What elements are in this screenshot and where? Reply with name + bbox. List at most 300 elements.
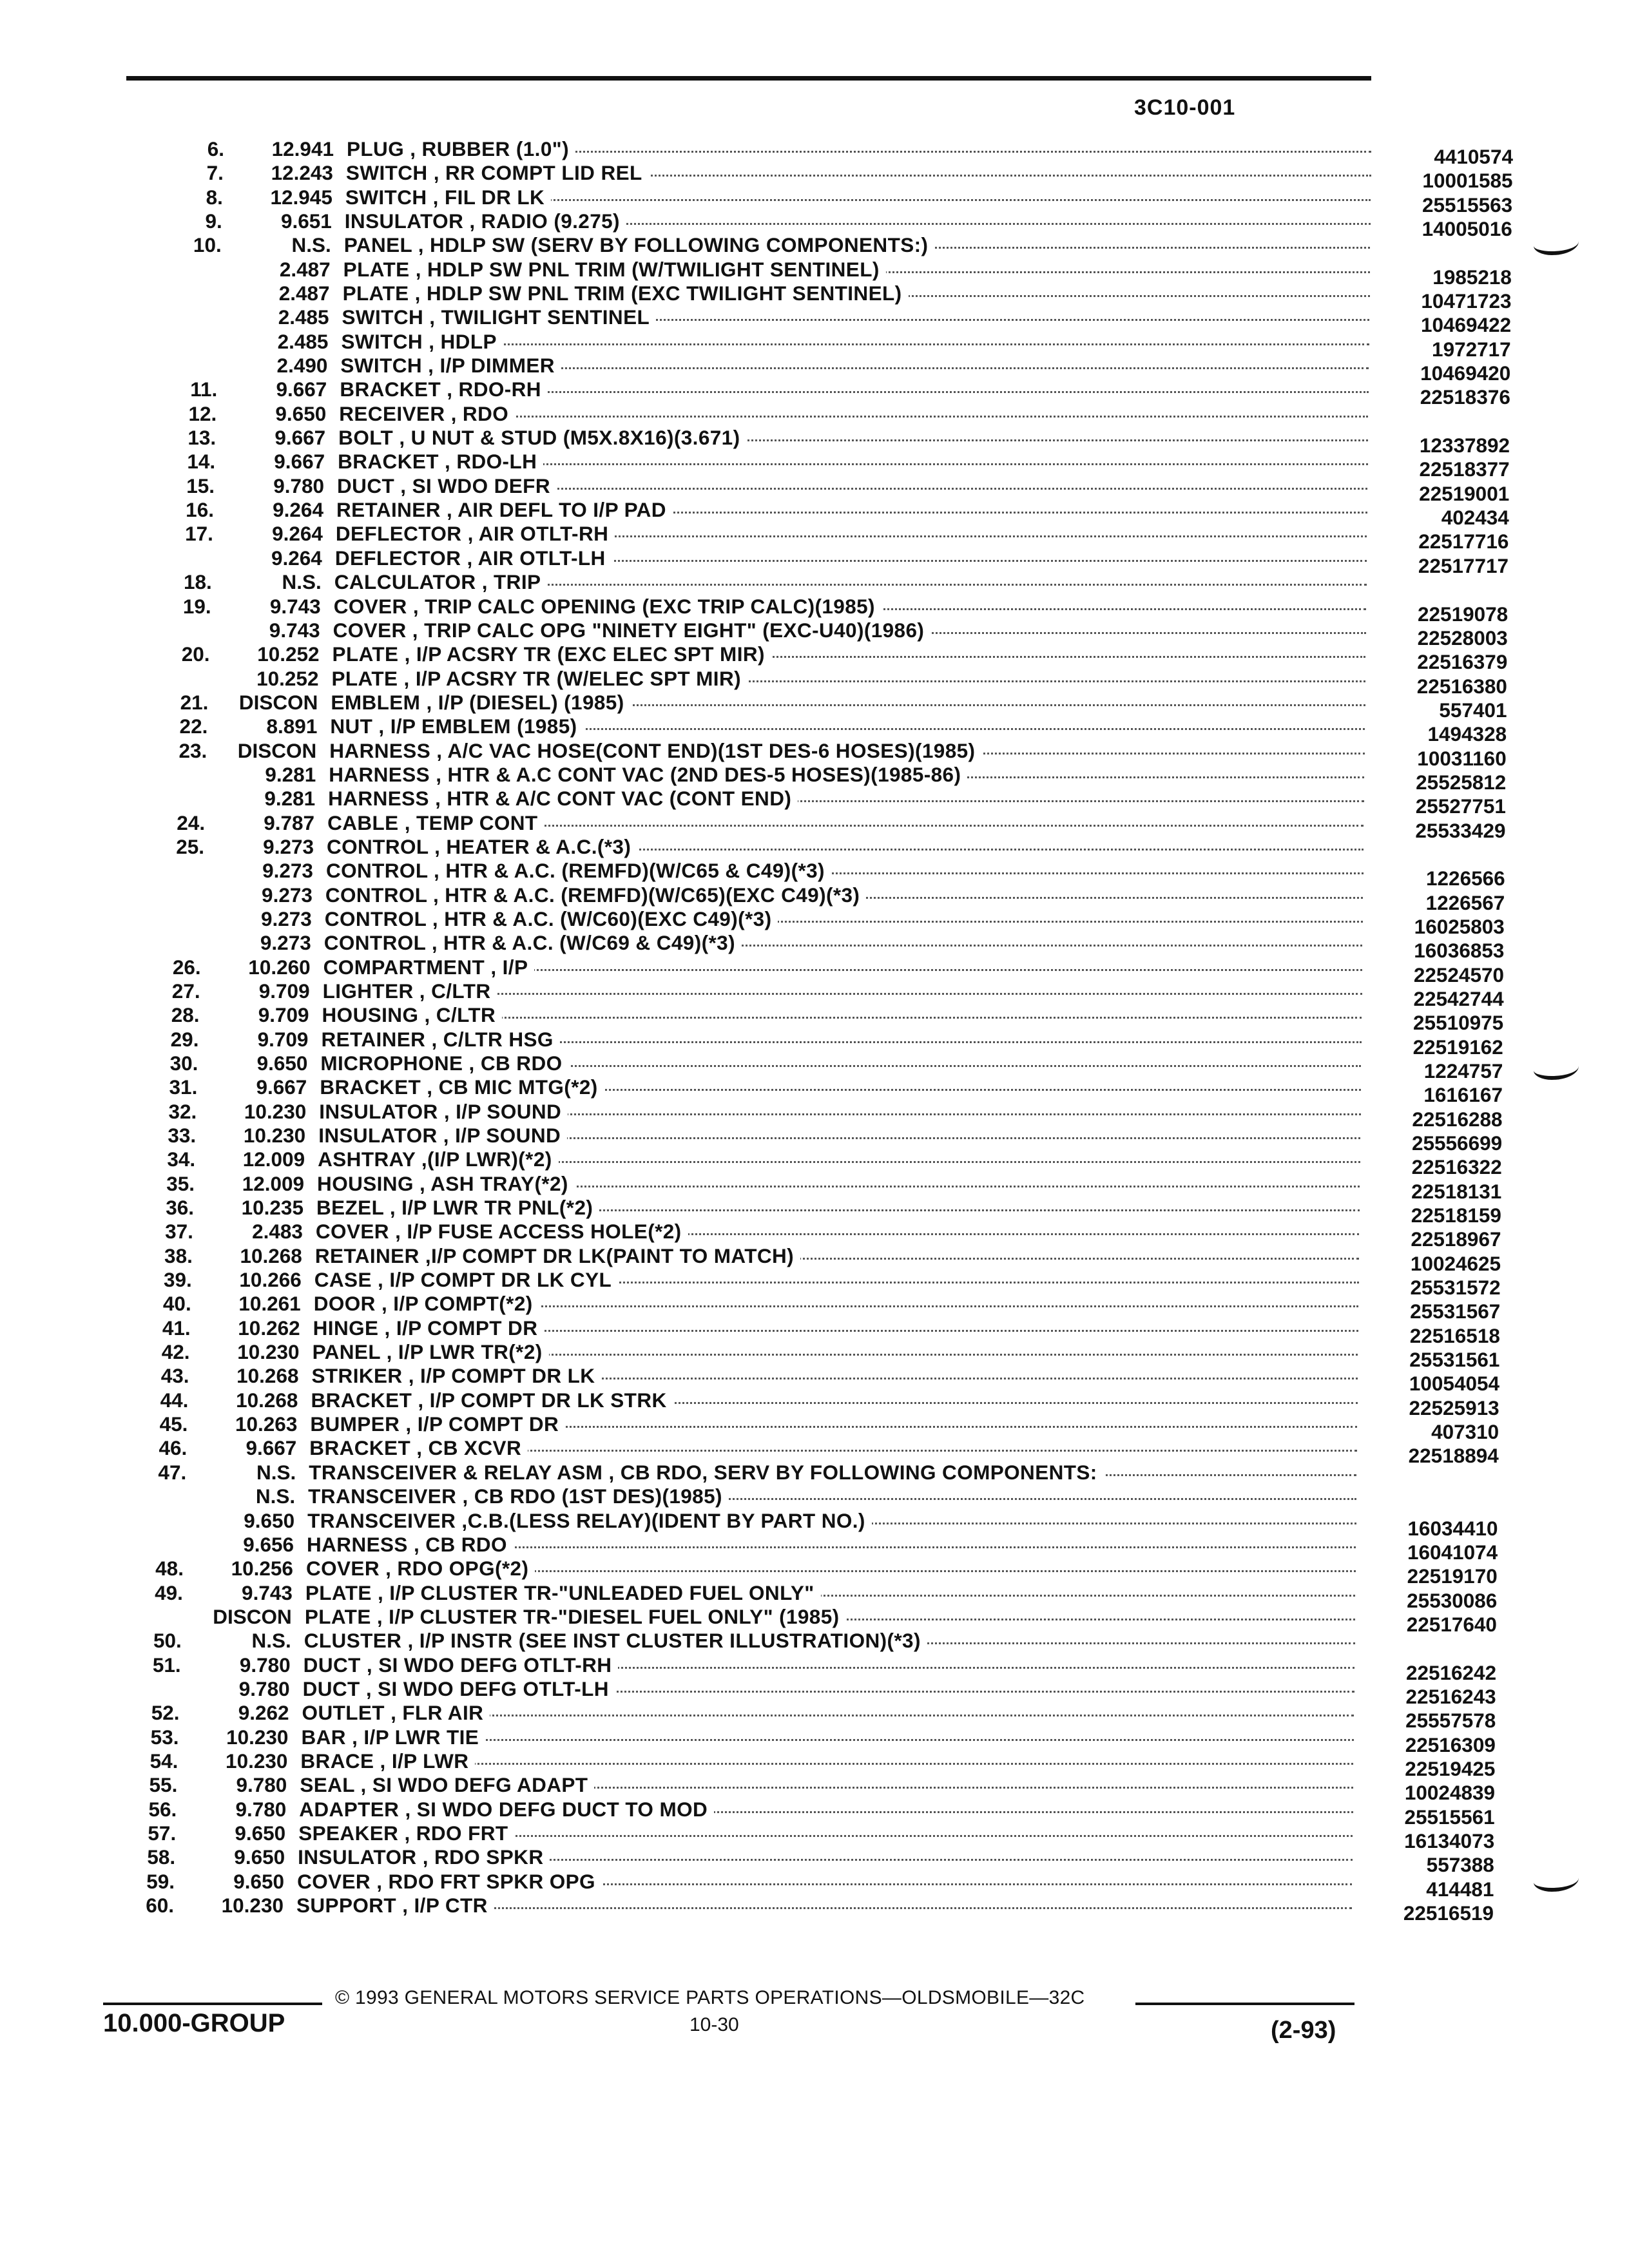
part-description xyxy=(347,137,575,161)
item-number: 38. xyxy=(164,1244,193,1267)
parts-row xyxy=(102,1700,1496,1733)
part-description xyxy=(311,1388,673,1412)
group-number: 8.891 xyxy=(266,715,318,738)
part-description-text: INSULATOR , I/P SOUND xyxy=(318,1124,567,1147)
part-description xyxy=(316,1219,688,1244)
part-description-text: SWITCH , HDLP xyxy=(341,330,503,353)
item-number: 27. xyxy=(171,979,200,1003)
part-number: 22516242 xyxy=(1361,1660,1496,1685)
parts-row xyxy=(115,1267,1501,1300)
part-number: 22518894 xyxy=(1364,1443,1499,1468)
parts-row xyxy=(128,786,1506,818)
part-description xyxy=(313,1340,549,1364)
item-number: 23. xyxy=(178,738,207,762)
parts-row xyxy=(113,1340,1500,1372)
part-description xyxy=(323,979,497,1003)
part-number: 557388 xyxy=(1359,1852,1494,1877)
item-number: 17. xyxy=(185,522,213,546)
item-number: 43. xyxy=(160,1364,189,1388)
part-number: 25510975 xyxy=(1368,1010,1503,1035)
part-description-text: DUCT , SI WDO DEFR xyxy=(337,474,557,497)
item-number: 47. xyxy=(158,1460,187,1484)
part-number: 22516518 xyxy=(1365,1323,1500,1348)
part-description-text: HARNESS , HTR & A/C CONT VAC (CONT END) xyxy=(328,787,798,810)
item-number: 15. xyxy=(186,474,215,497)
part-description-text: CONTROL , HTR & A.C. (REMFD)(W/C65)(EXC C49)(*3) xyxy=(325,883,866,907)
item-number: 51. xyxy=(152,1653,181,1677)
group-number: 9.780 xyxy=(239,1653,291,1677)
item-number: 53. xyxy=(150,1725,179,1749)
group-number: 9.650 xyxy=(234,1845,285,1869)
part-description xyxy=(327,834,637,859)
part-number: 1494328 xyxy=(1371,722,1507,746)
part-number: 22518967 xyxy=(1365,1227,1501,1251)
part-description-text: DEFLECTOR , AIR OTLT-RH xyxy=(336,522,615,545)
item-number: 11. xyxy=(190,378,218,401)
footer-rule xyxy=(1135,2003,1354,2005)
item-number: 30. xyxy=(169,1052,198,1075)
group-number: 2.485 xyxy=(277,329,329,353)
part-number: 22519078 xyxy=(1373,602,1508,626)
part-description xyxy=(300,1749,475,1773)
group-number: 9.667 xyxy=(274,450,325,474)
part-description xyxy=(325,883,866,907)
item-number: 31. xyxy=(169,1075,198,1099)
item-number: 36. xyxy=(166,1196,194,1220)
parts-row xyxy=(116,1219,1501,1251)
item-number: 41. xyxy=(162,1316,191,1340)
part-description xyxy=(308,1484,729,1508)
item-number: 54. xyxy=(149,1749,178,1773)
group-number: 10.263 xyxy=(235,1412,298,1436)
group-number: 9.281 xyxy=(264,787,316,811)
group-number: DISCON xyxy=(237,738,317,762)
item-number: 49. xyxy=(155,1581,183,1604)
parts-row xyxy=(106,1556,1498,1588)
group-number: N.S. xyxy=(291,233,331,257)
item-number: 20. xyxy=(181,642,210,666)
part-description-text: SWITCH , I/P DIMMER xyxy=(340,354,561,377)
part-description xyxy=(309,1436,528,1460)
margin-mark xyxy=(1534,1869,1579,1892)
part-description-text: COVER , I/P FUSE ACCESS HOLE(*2) xyxy=(316,1220,688,1243)
item-number: 18. xyxy=(183,570,212,594)
group-number: 9.650 xyxy=(233,1869,285,1893)
part-description-text: STRIKER , I/P COMPT DR LK xyxy=(312,1364,602,1387)
item-number: 58. xyxy=(147,1845,176,1869)
part-description-text: BRACKET , CB MIC MTG(*2) xyxy=(320,1075,604,1099)
parts-row xyxy=(124,930,1505,963)
part-number: 10001585 xyxy=(1378,168,1513,193)
item-number: 10. xyxy=(193,233,222,257)
parts-row xyxy=(114,1291,1501,1323)
item-number: 8. xyxy=(206,185,223,209)
item-number: 33. xyxy=(168,1124,197,1148)
parts-row xyxy=(133,618,1508,649)
part-description xyxy=(343,281,909,305)
part-description xyxy=(323,955,535,979)
part-description-text: INSULATOR , RDO SPKR xyxy=(298,1845,550,1869)
group-number: 10.230 xyxy=(221,1894,284,1917)
part-number: 22518376 xyxy=(1375,385,1510,409)
parts-row xyxy=(117,1195,1501,1227)
part-description-text: HARNESS , CB RDO xyxy=(307,1533,514,1556)
part-description xyxy=(298,1821,514,1845)
parts-row xyxy=(108,1484,1356,1508)
part-description-text: ASHTRAY ,(I/P LWR)(*2) xyxy=(318,1148,559,1171)
group-number: 9.650 xyxy=(256,1052,308,1075)
part-description xyxy=(310,1412,565,1436)
group-number: 10.235 xyxy=(241,1196,304,1220)
item-number: 45. xyxy=(159,1412,188,1436)
part-description xyxy=(340,377,548,401)
item-number: 24. xyxy=(177,811,206,834)
part-description xyxy=(313,1316,545,1340)
parts-row xyxy=(140,377,1510,409)
parts-row xyxy=(115,1244,1501,1275)
part-description xyxy=(312,1363,602,1388)
group-number: 9.273 xyxy=(260,907,312,930)
part-number: 16134073 xyxy=(1359,1829,1494,1853)
part-description-text: SEAL , SI WDO DEFG ADAPT xyxy=(300,1773,594,1796)
item-number: 21. xyxy=(180,690,209,714)
part-number: 16034410 xyxy=(1363,1516,1498,1541)
group-number: 9.787 xyxy=(264,811,315,834)
part-description xyxy=(339,401,515,426)
part-number: 22518131 xyxy=(1366,1179,1501,1204)
part-number: 12337892 xyxy=(1374,433,1510,457)
group-number: 9.264 xyxy=(271,546,322,570)
parts-row xyxy=(134,594,1509,626)
item-number: 14. xyxy=(187,450,216,474)
part-description xyxy=(301,1725,485,1749)
item-number: 28. xyxy=(171,1003,200,1027)
part-description xyxy=(307,1532,514,1557)
part-number: 22542744 xyxy=(1369,986,1504,1011)
parts-row xyxy=(136,521,1509,553)
group-number: 12.945 xyxy=(270,185,333,209)
item-number: 60. xyxy=(146,1894,174,1917)
revision-date: (2-93) xyxy=(1271,2017,1336,2044)
part-description-text: PANEL , HDLP SW (SERV BY FOLLOWING COMPONENTS:) xyxy=(344,233,935,256)
part-number: 25515563 xyxy=(1377,193,1512,217)
group-number: 9.650 xyxy=(235,1821,286,1845)
parts-row xyxy=(131,690,1507,722)
item-number: 32. xyxy=(168,1099,197,1123)
item-number: 22. xyxy=(179,715,208,738)
parts-row xyxy=(130,714,1507,746)
item-number: 40. xyxy=(162,1292,191,1316)
part-number: 10469422 xyxy=(1376,312,1511,337)
part-number: 14005016 xyxy=(1377,216,1512,241)
part-description-text: RETAINER ,I/P COMPT DR LK(PAINT TO MATCH) xyxy=(315,1244,800,1267)
part-description-text: SWITCH , TWILIGHT SENTINEL xyxy=(342,305,657,329)
parts-row xyxy=(99,1821,1495,1852)
parts-row xyxy=(111,1388,1499,1419)
part-description-text: CONTROL , HTR & A.C. (REMFD)(W/C65 & C49)(*3) xyxy=(326,859,831,882)
part-number: 10031160 xyxy=(1371,746,1507,771)
part-description-text: HOUSING , C/LTR xyxy=(322,1003,503,1026)
item-number: 44. xyxy=(160,1388,189,1412)
group-number: 9.650 xyxy=(275,401,327,425)
parts-row xyxy=(140,353,1511,385)
part-description-text: PLUG , RUBBER (1.0") xyxy=(347,137,575,160)
parts-row xyxy=(131,666,1507,698)
group-number: 9.651 xyxy=(280,209,332,233)
parts-row xyxy=(97,1893,1494,1925)
item-number: 52. xyxy=(151,1701,180,1725)
part-description-text: LIGHTER , C/LTR xyxy=(323,979,497,1003)
part-number: 25527751 xyxy=(1371,794,1506,818)
group-number: 2.483 xyxy=(252,1220,303,1244)
part-description-text: PLATE , I/P ACSRY TR (EXC ELEC SPT MIR) xyxy=(333,642,771,666)
group-number: 9.709 xyxy=(258,979,310,1003)
part-description xyxy=(336,521,615,546)
group-number: N.S. xyxy=(251,1629,291,1653)
item-number: 25. xyxy=(176,834,204,858)
footer-copyright: © 1993 GENERAL MOTORS SERVICE PARTS OPERATIONS—OLDSMOBILE—32C xyxy=(335,1987,1085,2008)
part-number: 414481 xyxy=(1358,1877,1494,1901)
part-description xyxy=(305,1581,821,1605)
parts-row xyxy=(129,762,1507,794)
parts-row xyxy=(104,1628,1355,1653)
part-description xyxy=(320,1051,568,1075)
part-description-text: INSULATOR , I/P SOUND xyxy=(319,1100,568,1123)
part-description xyxy=(344,233,935,257)
part-description-text: CONTROL , HEATER & A.C.(*3) xyxy=(327,835,637,858)
group-number: 10.230 xyxy=(244,1099,307,1123)
part-number: 4410574 xyxy=(1378,144,1513,169)
part-description-text: BRACKET , RDO-LH xyxy=(338,450,543,473)
part-number: 557401 xyxy=(1372,698,1507,722)
page-number: 10-30 xyxy=(689,2014,739,2035)
parts-row xyxy=(143,281,1512,313)
parts-row xyxy=(119,1099,1503,1131)
part-description xyxy=(321,1027,559,1052)
part-description xyxy=(327,811,544,835)
part-description xyxy=(333,642,771,666)
part-number: 22516243 xyxy=(1361,1684,1496,1709)
group-number: 9.667 xyxy=(256,1075,307,1099)
item-number: 13. xyxy=(188,426,217,450)
parts-row xyxy=(105,1604,1497,1636)
part-description xyxy=(346,160,649,185)
part-number: 1226566 xyxy=(1370,866,1505,890)
group-number: 9.667 xyxy=(246,1436,297,1460)
group-number: 10.260 xyxy=(248,955,311,979)
part-number: 1226567 xyxy=(1369,890,1505,915)
part-description-text: HARNESS , HTR & A.C CONT VAC (2ND DES-5 HOSES)(1985-86) xyxy=(329,763,967,786)
group-number: 9.273 xyxy=(262,859,313,883)
part-number: 402434 xyxy=(1374,505,1509,530)
parts-row xyxy=(97,1869,1494,1901)
parts-row xyxy=(121,1027,1503,1059)
group-number: 9.709 xyxy=(257,1027,309,1051)
part-number: 1224757 xyxy=(1367,1059,1503,1083)
group-number: 9.667 xyxy=(276,378,327,401)
part-number: 22524570 xyxy=(1369,963,1504,987)
part-description xyxy=(304,1653,619,1677)
part-number: 25557578 xyxy=(1360,1708,1496,1733)
part-description xyxy=(326,858,831,883)
part-description-text: BRACKET , RDO-RH xyxy=(340,378,548,401)
part-number: 10024839 xyxy=(1360,1780,1495,1805)
part-number: 22525913 xyxy=(1364,1396,1499,1420)
document-id: 3C10-001 xyxy=(1134,95,1236,120)
group-number: 2.485 xyxy=(278,305,329,329)
group-number: N.S. xyxy=(256,1460,296,1484)
part-description xyxy=(304,1628,927,1653)
part-description xyxy=(309,1460,1103,1485)
parts-row xyxy=(139,401,1368,426)
item-number: 6. xyxy=(207,137,224,160)
part-description-text: COVER , RDO OPG(*2) xyxy=(306,1557,535,1580)
item-number: 59. xyxy=(146,1869,175,1893)
parts-row xyxy=(117,1171,1502,1203)
parts-row xyxy=(146,185,1513,216)
item-number: 39. xyxy=(163,1268,192,1292)
group-number: 9.273 xyxy=(263,834,314,858)
part-description xyxy=(345,209,626,233)
part-number: 10469420 xyxy=(1375,361,1510,385)
part-description-text: PLATE , HDLP SW PNL TRIM (W/TWILIGHT SENTINEL) xyxy=(343,258,886,281)
parts-row xyxy=(124,955,1504,986)
part-number: 1972717 xyxy=(1376,337,1511,361)
part-number: 22519425 xyxy=(1360,1756,1495,1781)
group-number: 12.009 xyxy=(242,1148,305,1171)
part-number: 22517717 xyxy=(1373,553,1509,578)
margin-mark xyxy=(1534,1057,1579,1080)
part-description xyxy=(334,570,548,594)
parts-row xyxy=(141,329,1511,361)
item-number: 35. xyxy=(166,1171,195,1195)
parts-row xyxy=(135,570,1367,594)
group-number: N.S. xyxy=(255,1485,296,1508)
part-number: 25525812 xyxy=(1371,770,1506,794)
parts-row xyxy=(147,137,1513,168)
group-number: 9.780 xyxy=(238,1677,290,1700)
part-description xyxy=(345,185,551,209)
part-description xyxy=(341,329,503,354)
part-description xyxy=(307,1508,872,1533)
group-number: 10.262 xyxy=(238,1316,300,1340)
part-description-text: CASE , I/P COMPT DR LK CYL xyxy=(314,1268,618,1291)
part-description-text: RETAINER , C/LTR HSG xyxy=(321,1028,559,1051)
part-description-text: CONTROL , HTR & A.C. (W/C60)(EXC C49)(*3) xyxy=(325,907,778,930)
part-number: 22516380 xyxy=(1372,674,1507,698)
group-number: DISCON xyxy=(213,1604,292,1628)
top-rule xyxy=(126,76,1371,81)
part-description xyxy=(324,930,742,955)
parts-row xyxy=(133,642,1508,674)
parts-row xyxy=(101,1725,1496,1756)
part-description-text: RECEIVER , RDO xyxy=(339,402,515,425)
part-description-text: PLATE , I/P CLUSTER TR-"DIESEL FUEL ONLY" (1985) xyxy=(305,1605,846,1628)
parts-row xyxy=(118,1147,1502,1179)
part-number: 10024625 xyxy=(1365,1251,1501,1276)
part-description-text: TRANSCEIVER & RELAY ASM , CB RDO, SERV BY FOLLOWING COMPONENTS: xyxy=(309,1461,1103,1484)
part-number: 22518159 xyxy=(1366,1203,1501,1227)
part-description-text: PLATE , HDLP SW PNL TRIM (EXC TWILIGHT SENTINEL) xyxy=(343,282,909,305)
parts-row xyxy=(130,738,1507,770)
parts-row xyxy=(109,1460,1356,1485)
group-number: 9.273 xyxy=(262,883,313,907)
part-description xyxy=(325,907,778,931)
footer-group-label: 10.000-GROUP xyxy=(103,2009,285,2037)
group-number: 10.268 xyxy=(236,1388,298,1412)
parts-row xyxy=(120,1075,1503,1107)
part-description xyxy=(336,497,673,522)
part-description-text: CLUSTER , I/P INSTR (SEE INST CLUSTER ILLUSTRATION)(*3) xyxy=(304,1629,927,1652)
part-description-text: SWITCH , RR COMPT LID REL xyxy=(346,161,649,184)
part-description xyxy=(299,1797,714,1821)
part-number: 22528003 xyxy=(1373,626,1508,650)
group-number: 9.264 xyxy=(273,498,323,522)
part-number: 10054054 xyxy=(1364,1371,1499,1396)
parts-row xyxy=(103,1677,1496,1708)
group-number: 10.252 xyxy=(256,666,319,690)
parts-row xyxy=(135,546,1509,577)
part-description xyxy=(338,449,543,474)
part-number: 22516519 xyxy=(1358,1901,1494,1925)
part-description-text: DUCT , SI WDO DEFG OTLT-LH xyxy=(303,1677,615,1700)
group-number: 2.487 xyxy=(279,257,331,281)
part-description-text: RETAINER , AIR DEFL TO I/P PAD xyxy=(336,498,673,521)
part-description xyxy=(314,1267,618,1292)
part-description-text: DEFLECTOR , AIR OTLT-LH xyxy=(335,546,612,570)
parts-row xyxy=(122,1003,1504,1035)
part-description xyxy=(330,714,583,738)
group-number: 9.281 xyxy=(265,762,316,786)
item-number: 42. xyxy=(161,1340,190,1364)
group-number: 9.656 xyxy=(243,1532,294,1556)
group-number: 9.667 xyxy=(275,426,326,450)
part-description xyxy=(296,1893,494,1917)
margin-mark xyxy=(1534,232,1579,255)
part-description xyxy=(305,1604,846,1629)
part-description-text: BRACE , I/P LWR xyxy=(300,1749,475,1773)
item-number: 34. xyxy=(167,1148,196,1171)
part-description xyxy=(320,1075,604,1099)
part-description xyxy=(318,1123,567,1148)
part-description-text: PLATE , I/P ACSRY TR (W/ELEC SPT MIR) xyxy=(331,667,747,690)
group-number: 9.780 xyxy=(235,1797,287,1821)
parts-row xyxy=(107,1532,1498,1564)
part-description xyxy=(338,425,746,450)
part-number: 1616167 xyxy=(1367,1082,1503,1107)
item-number: 19. xyxy=(182,594,211,618)
part-description-text: SUPPORT , I/P CTR xyxy=(296,1894,494,1917)
part-description-text: DUCT , SI WDO DEFG OTLT-RH xyxy=(304,1653,619,1677)
part-description-text: PANEL , I/P LWR TR(*2) xyxy=(313,1340,549,1363)
item-number: 50. xyxy=(153,1629,182,1653)
item-number: 56. xyxy=(148,1797,177,1821)
group-number: 9.780 xyxy=(236,1773,287,1797)
parts-row xyxy=(119,1123,1503,1155)
part-description xyxy=(343,257,886,282)
group-number: 10.230 xyxy=(237,1340,300,1364)
part-number: 25531561 xyxy=(1364,1347,1499,1372)
group-number: N.S. xyxy=(282,570,322,594)
group-number: 9.743 xyxy=(269,594,321,618)
part-description xyxy=(331,666,747,691)
parts-row xyxy=(120,1051,1503,1082)
part-description-text: OUTLET , FLR AIR xyxy=(302,1701,490,1724)
part-description xyxy=(316,1195,599,1220)
part-description xyxy=(315,1244,800,1268)
part-number: 1985218 xyxy=(1376,265,1512,289)
part-number: 22516379 xyxy=(1372,649,1507,674)
